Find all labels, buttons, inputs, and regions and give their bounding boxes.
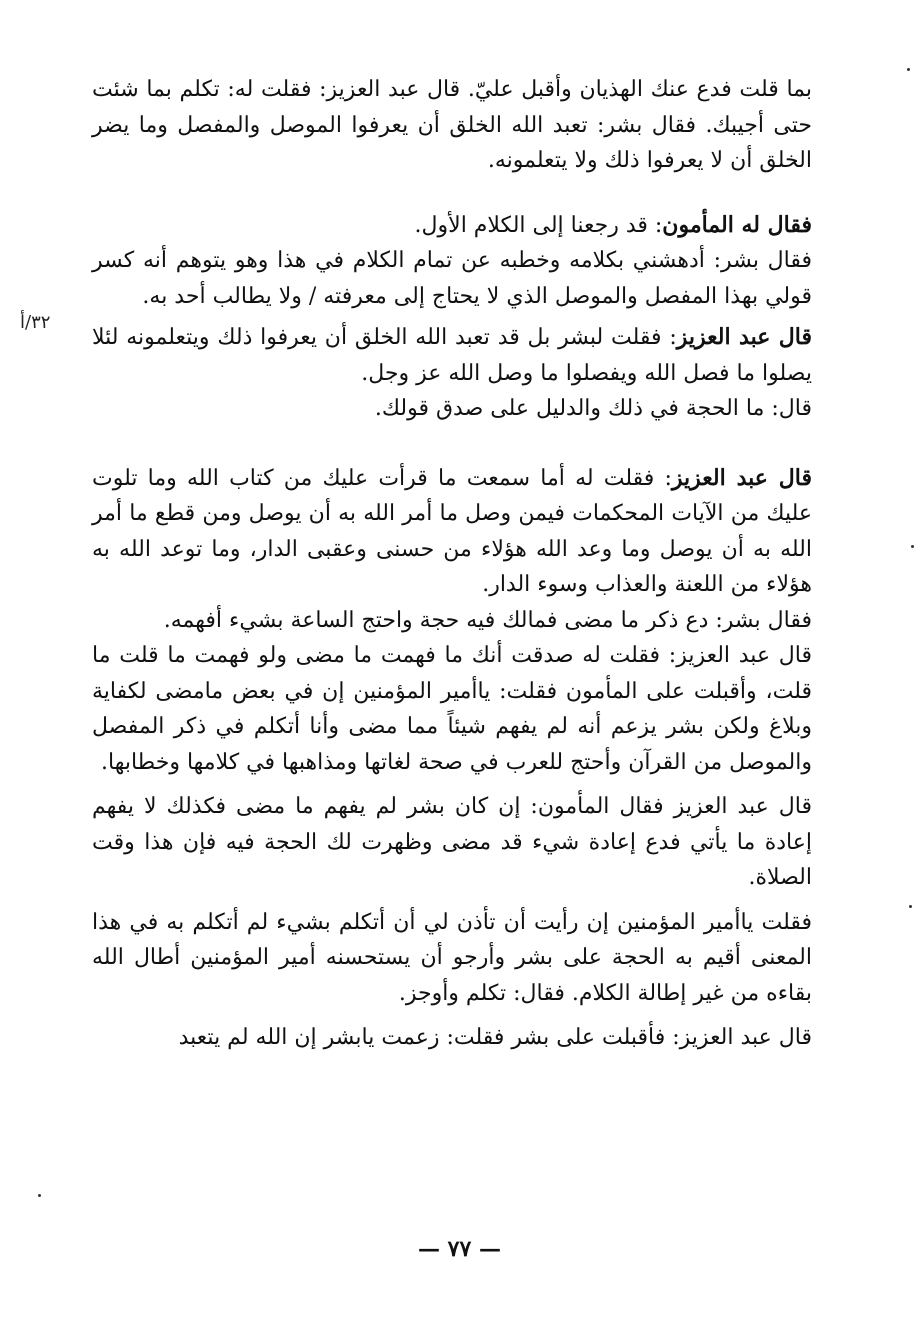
paragraph-text: فقال بشر: أدهشني بكلامه وخطبه عن تمام الكلام في هذا وهو يتوهم أنه كسر قولي بهذا المفصل والموصل الذي لا يحتاج إلى معرفته / ولا يطالب أحد به. <box>92 248 812 309</box>
paragraph-text: : فقلت له أما سمعت ما قرأت عليك من كتاب الله وما تلوت عليك من الآيات المحكمات فيمن وصل ما أمر الله به أن يوصل ومن قطع ما أمر الله به أن يوصل وما وعد الله هؤلاء من حسنى وعقبى الدار، وما توعد الله به هؤلاء من اللعنة والعذاب وسوء الدار. <box>92 465 812 597</box>
manuscript-folio-note: ٣٢/أ <box>20 312 51 333</box>
paragraph-8 <box>92 638 812 780</box>
paragraph-11 <box>92 1020 812 1056</box>
paragraph-text: فقال بشر: دع ذكر ما مضى فمالك فيه حجة واحتج الساعة بشيء أفهمه. <box>163 607 812 633</box>
paragraph-9 <box>92 789 812 896</box>
scan-speck <box>911 545 914 548</box>
paragraph-2 <box>92 208 812 244</box>
scan-speck <box>909 905 912 908</box>
paragraph-text: قال عبد العزيز فقال المأمون: إن كان بشر لم يفهم ما مضى فكذلك لا يفهم إعادة ما يأتي فدع إعادة شيء قد مضى وظهرت لك الحجة فيه فإن هذا وقت الصلاة. <box>92 794 812 890</box>
paragraph-text: قال عبد العزيز: فقلت له صدقت أنك ما فهمت ما مضى ولو فهمت ما قلت ما قلت، وأقبلت على المأمون فقلت: ياأمير المؤمنين إن في بعض مامضى لكفاية وبلاغ ولكن بشر يزعم أنه لم يفهم شيئاً مما مضى وأنا أتكلم في ذكر المفصل والموصل من القرآن وأحتج للعرب في صحة لغاتها ومذاهبها في كلامها وخطابها. <box>92 643 813 775</box>
paragraph-1 <box>92 72 812 179</box>
scan-speck <box>38 1194 41 1197</box>
paragraph-text: قال عبد العزيز: فأقبلت على بشر فقلت: زعمت يابشر إن الله لم يتعبد <box>178 1025 812 1050</box>
scan-speck <box>907 68 910 71</box>
speaker-label: قال عبد العزيز <box>676 324 812 350</box>
paragraph-text: بما قلت فدع عنك الهذيان وأقبل عليّ. قال عبد العزيز: فقلت له: تكلم بما شئت حتى أجيبك. فقال بشر: تعبد الله الخلق أن يعرفوا الموصل والمفصل وما يضر الخلق أن لا يعرفوا ذلك ولا يتعلمونه. <box>92 77 812 173</box>
paragraph-text: فقلت ياأمير المؤمنين إن رأيت أن تأذن لي أن أتكلم بشيء لم أتكلم به في هذا المعنى أقيم به الحجة على بشر وأرجو أن يستحسنه أمير المؤمنين أطال الله بقاءه من غير إطالة الكلام. فقال: تكلم وأوجز. <box>92 909 812 1006</box>
speaker-label: فقال له المأمون <box>662 211 812 238</box>
speaker-label: قال عبد العزيز <box>671 464 812 491</box>
paragraph-6 <box>92 461 812 603</box>
paragraph-3 <box>92 243 812 314</box>
page-number: — ٧٧ — <box>418 1236 501 1262</box>
paragraph-text: : فقلت لبشر بل قد تعبد الله الخلق أن يعرفوا ذلك ويتعلمونه لئلا يصلوا ما فصل الله ويفصلوا ما وصل الله عز وجل. <box>92 325 812 386</box>
paragraph-5 <box>92 391 812 427</box>
paragraph-text: : قد رجعنا إلى الكلام الأول. <box>414 212 663 238</box>
paragraph-text: قال: ما الحجة في ذلك والدليل على صدق قولك. <box>374 396 812 421</box>
paragraph-10 <box>92 905 812 1012</box>
paragraph-7 <box>92 603 812 639</box>
paragraph-4 <box>92 320 812 391</box>
page-body <box>92 72 812 1056</box>
